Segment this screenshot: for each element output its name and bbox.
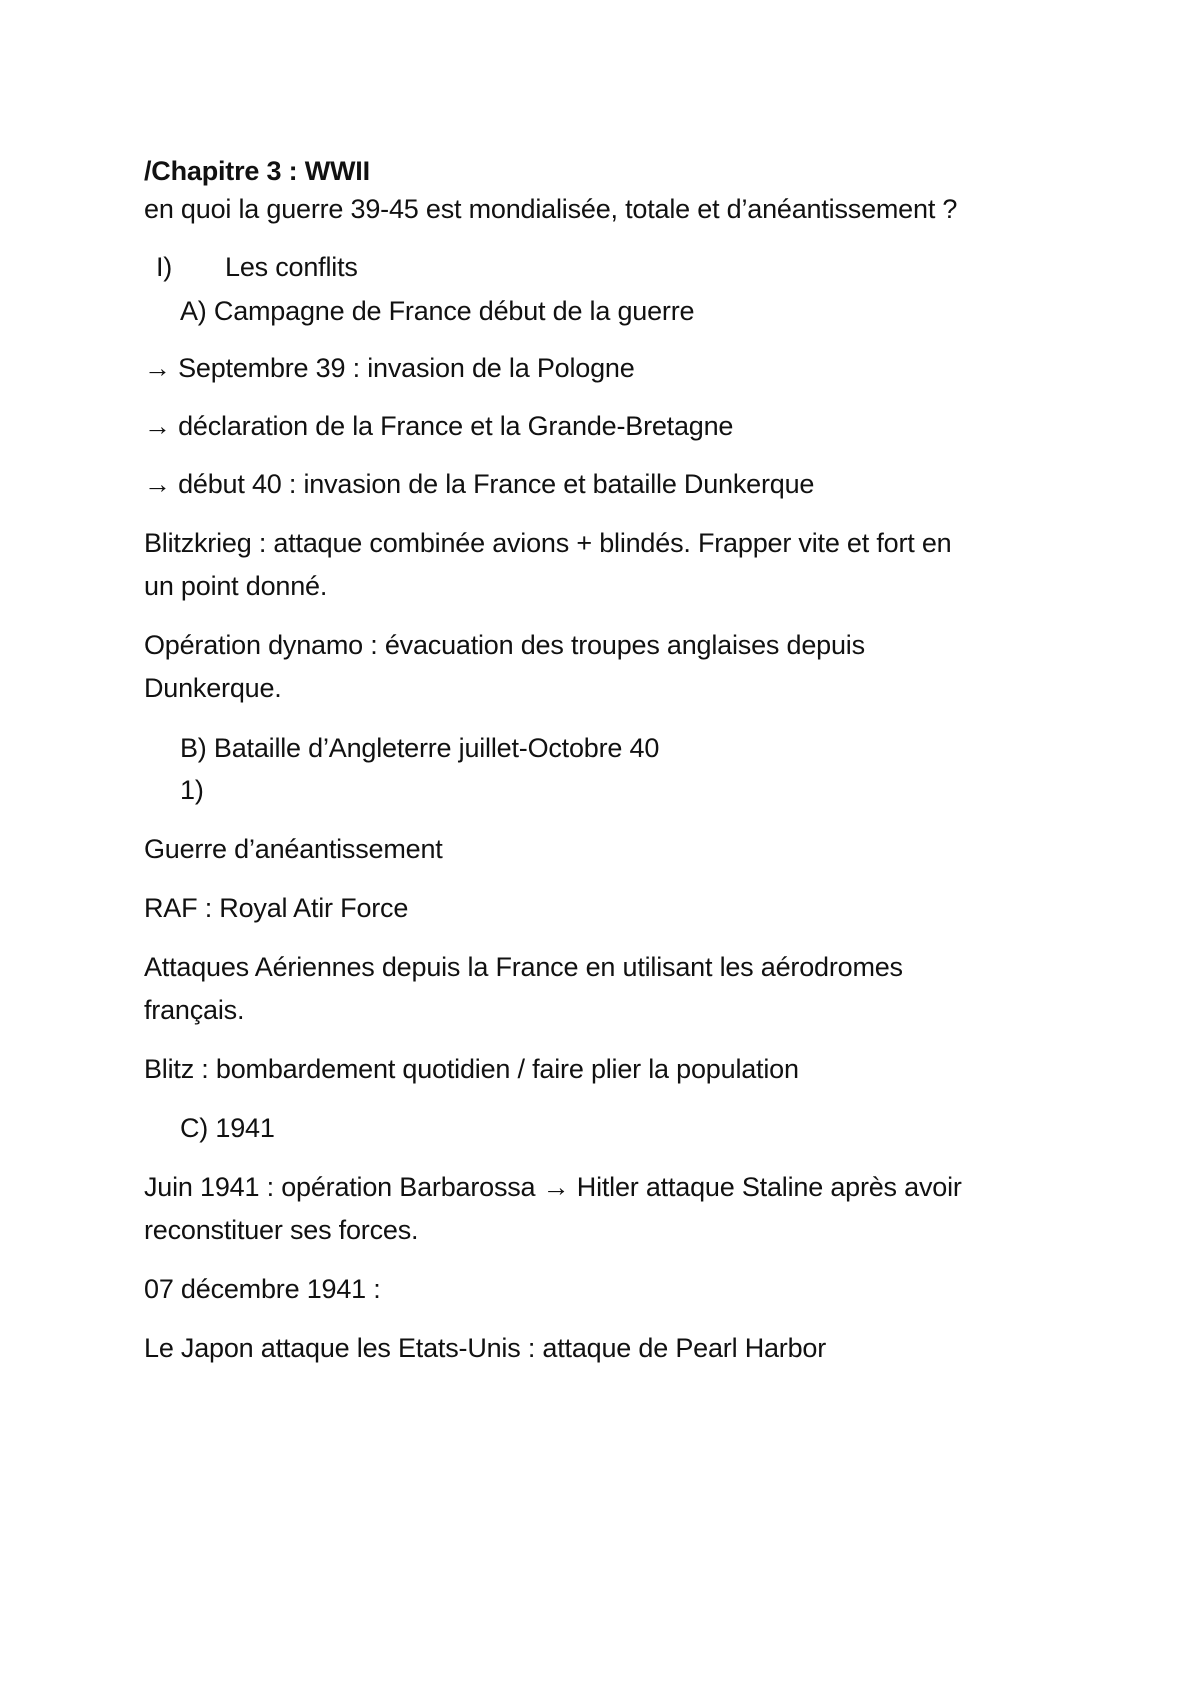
paragraph-dynamo-line2: Dunkerque. (144, 673, 282, 703)
subsection-c-heading: C) 1941 (180, 1113, 275, 1143)
paragraph-attaques-line1: Attaques Aériennes depuis la France en utilisant les aérodromes (144, 952, 903, 982)
paragraph-juin-line1: Juin 1941 : opération Barbarossa → Hitler attaque Staline après avoir (144, 1172, 962, 1202)
paragraph-blitz: Blitz : bombardement quotidien / faire plier la population (144, 1054, 799, 1084)
subsection-b-heading: B) Bataille d’Angleterre juillet-Octobre 40 (180, 733, 660, 763)
paragraph-guerre: Guerre d’anéantissement (144, 834, 443, 864)
paragraph-blitzkrieg-line2: un point donné. (144, 571, 328, 601)
paragraph-blitzkrieg-line1: Blitzkrieg : attaque combinée avions + blindés. Frapper vite et fort en (144, 528, 952, 558)
list-item: → déclaration de la France et la Grande-Bretagne (144, 411, 734, 441)
section-label: Les conflits (225, 252, 358, 282)
paragraph-date: 07 décembre 1941 : (144, 1274, 381, 1304)
subsection-b-number: 1) (180, 775, 204, 805)
chapter-question: en quoi la guerre 39-45 est mondialisée, totale et d’anéantissement ? (144, 194, 958, 224)
section-number: I) (156, 252, 173, 282)
paragraph-juin-line2: reconstituer ses forces. (144, 1215, 419, 1245)
paragraph-japon: Le Japon attaque les Etats-Unis : attaque de Pearl Harbor (144, 1333, 827, 1363)
paragraph-dynamo-line1: Opération dynamo : évacuation des troupes anglaises depuis (144, 630, 865, 660)
paragraph-raf: RAF : Royal Atir Force (144, 893, 409, 923)
subsection-a-heading: A) Campagne de France début de la guerre (180, 296, 695, 326)
list-item: → début 40 : invasion de la France et bataille Dunkerque (144, 469, 815, 499)
paragraph-attaques-line2: français. (144, 995, 245, 1025)
list-item: → Septembre 39 : invasion de la Pologne (144, 353, 635, 383)
chapter-title: /Chapitre 3 : WWII (144, 156, 370, 186)
